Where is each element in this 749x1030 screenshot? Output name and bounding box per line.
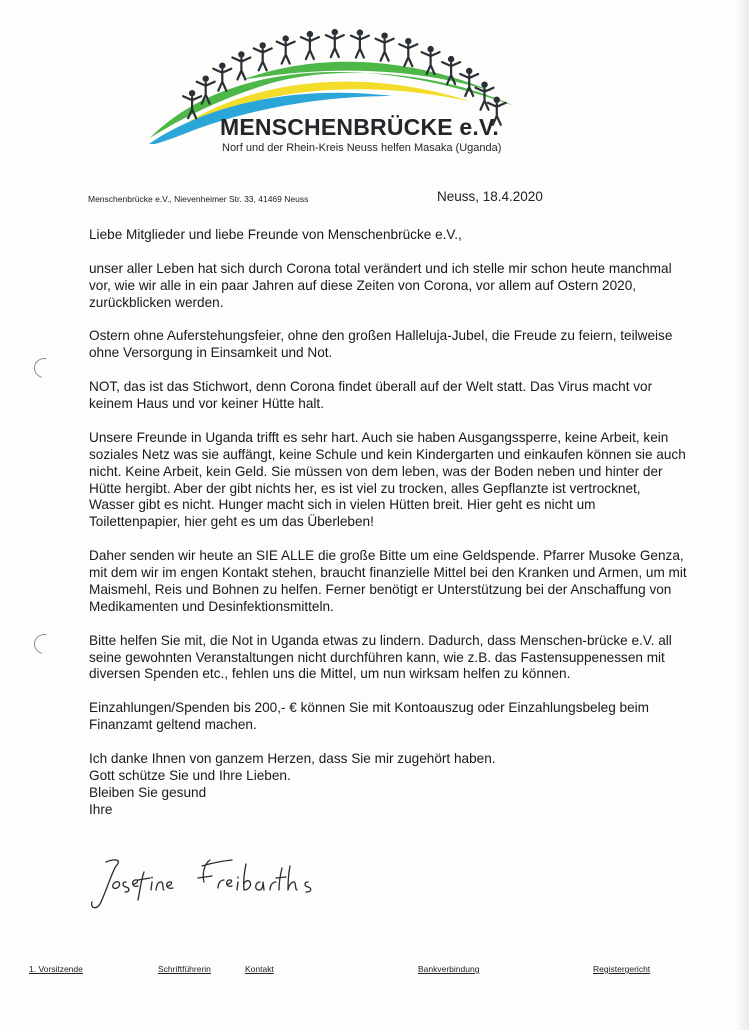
letter-body [89,227,689,819]
body-paragraph: Einzahlungen/Spenden bis 200,- € können Sie mit Kontoauszug oder Einzahlungsbeleg beim Finanzamt geltend machen. [89,700,649,733]
body-paragraph: Ostern ohne Auferstehungsfeier, ohne den großen Halleluja-Jubel, die Freude zu feiern, teilweise ohne Versorgung in Einsamkeit und Not. [89,328,673,361]
logo-person-figure [326,29,344,57]
body-paragraph: unser aller Leben hat sich durch Corona total verändert und ich stelle mir schon heute manchmal vor, wie wir alle in ein paar Jahren auf diese Zeiten von Corona, vor allem auf Ostern 2020, zurückblicken werden. [89,260,672,310]
logo-person-figure [476,82,494,110]
body-paragraph: Daher senden wir heute an SIE ALLE die große Bitte um eine Geldspende. Pfarrer Musoke Genza, mit dem wir im engen Kontakt stehen, braucht finanzielle Mittel bei den Kranken und Armen, um mit Maismehl, Reis und Bohnen zu helfen. Ferner benötigt er Unterstützung bei der Anschaffung von Medikamenten und Desinfektionsmitteln. [89,548,687,614]
punch-hole-mark [30,630,57,657]
closing-line: Gott schütze Sie und Ihre Lieben. [89,767,291,783]
logo-person-figure [399,38,417,66]
closing-line: Bleiben Sie gesund [89,784,207,800]
handwritten-signature [86,852,316,916]
body-paragraph: NOT, das ist das Stichwort, denn Corona findet überall auf der Welt statt. Das Virus macht vor keinem Haus und vor keiner Hütte halt. [89,379,653,412]
closing-line: Ihre [89,801,113,817]
logo-title: MENSCHENBRÜCKE e.V. [220,114,500,140]
letter-date: Neuss, 18.4.2020 [437,189,543,204]
scan-edge [735,0,749,1030]
footer-bar [0,964,749,978]
punch-hole-mark [30,354,57,381]
logo-person-figure [376,33,394,61]
logo-subtitle: Norf und der Rhein-Kreis Neuss helfen Masaka (Uganda) [222,142,502,154]
footer-item-chair: 1. Vorsitzende [29,964,83,974]
closing-block [89,751,689,819]
footer-item-secretary: Schriftführerin [158,964,211,974]
logo-person-figure [254,42,272,70]
body-paragraph: Unsere Freunde in Uganda trifft es sehr hart. Auch sie haben Ausgangssperre, keine Arbeit, kein soziales Netz was sie auffängt, keine Schule und kein Kindergarten und einkaufen können sie auch nicht. Keine Arbeit, kein Geld. Sie müssen von dem leben, was der Boden neben und hinter der Hütte hergibt. Aber der gibt nichts her, es ist viel zu trocken, alles Gepflanzte ist vertrocknet, Wasser gibt es nicht. Hunger macht sich in vielen Hütten breit. Hier geht es nicht um Toilettenpapier, hier geht es um das Überleben! [89,429,686,530]
logo-person-figure [301,31,319,59]
footer-item-contact: Kontakt [245,964,274,974]
footer-item-bank: Bankverbindung [418,964,480,974]
logo-person-figure [213,62,231,90]
footer-item-register: Registergericht [593,964,651,974]
sender-address: Menschenbrücke e.V., Nievenheimer Str. 33, 41469 Neuss [88,194,309,204]
logo-person-figure [277,35,295,63]
logo-person-figure [351,29,369,57]
logo-person-figure [422,46,440,74]
closing-line: Ich danke Ihnen von ganzem Herzen, dass Sie mir zugehört haben. [89,750,496,766]
body-paragraph: Bitte helfen Sie mit, die Not in Uganda etwas zu lindern. Dadurch, dass Menschen-brücke e.V. all seine gewohnten Veranstaltungen nicht durchführen kann, wie z.B. das Fastensuppenessen mit diversen Spenden etc., fehlen uns die Mittel, um nun wirksam helfen zu können. [89,632,672,682]
salutation: Liebe Mitglieder und liebe Freunde von Menschenbrücke e.V., [89,227,462,242]
organization-logo [142,14,532,164]
logo-person-figure [232,51,250,79]
